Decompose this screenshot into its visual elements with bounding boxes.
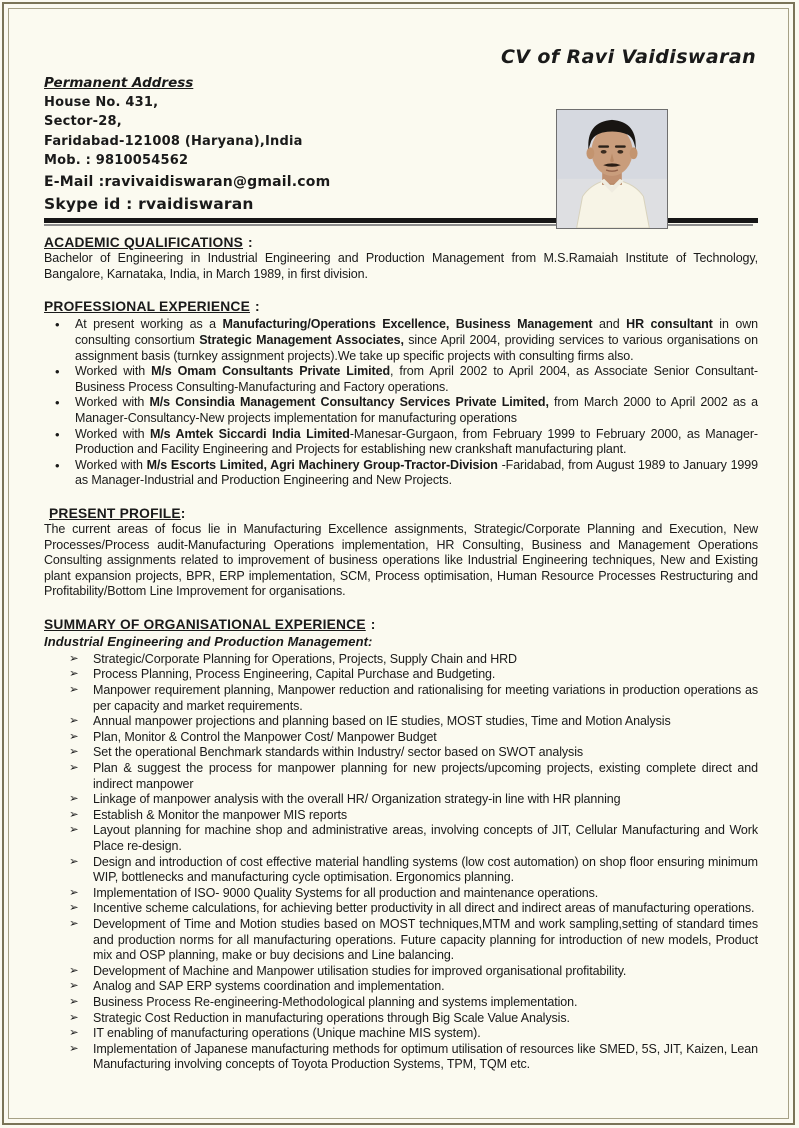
experience-list [44, 317, 758, 489]
summary-item: ➢ Plan & suggest the process for manpower planning for new projects/upcoming projects, existing complete direct and indirect manpower [44, 761, 758, 792]
address-heading: Permanent Address [44, 75, 194, 91]
summary-item: ➢ Plan, Monitor & Control the Manpower Cost/ Manpower Budget [44, 730, 758, 746]
address-line: Faridabad-121008 (Haryana),India [44, 133, 303, 149]
summary-item: ➢ Linkage of manpower analysis with the overall HR/ Organization strategy-in line with HR planning [44, 792, 758, 808]
summary-item: ➢ Process Planning, Process Engineering, Capital Purchase and Budgeting. [44, 667, 758, 683]
summary-heading: SUMMARY OF ORGANISATIONAL EXPERIENCE : [44, 616, 376, 632]
header [44, 68, 758, 215]
summary-item: ➢ Incentive scheme calculations, for achieving better productivity in all direct and indirect areas of manufacturing operations. [44, 901, 758, 917]
summary-item: ➢ Business Process Re-engineering-Methodological planning and systems implementation. [44, 995, 758, 1011]
experience-item: • Worked with M/s Amtek Siccardi India Limited-Manesar-Gurgaon, from February 1999 to February 2000, as Manager-Production and Facility Engineering and Projects for establishing new crankshaft manufacturing plant. [44, 427, 758, 458]
skype-id: Skype id : rvaidiswaran [44, 195, 254, 214]
email-address: ravivaidiswaran@gmail.com [104, 174, 331, 191]
summary-list [44, 652, 758, 1073]
summary-item: ➢ Development of Machine and Manpower utilisation studies for improved organisational profitability. [44, 964, 758, 980]
summary-item: ➢ IT enabling of manufacturing operations (Unique machine MIS system). [44, 1026, 758, 1042]
address-line: House No. 431, [44, 95, 159, 110]
summary-item: ➢ Development of Time and Motion studies based on MOST techniques,MTM and work sampling,setting of standard times and production norms for all manufacturing operations. Future capacity planning for introduction of new models, Product mix and OSP planning, make or buy decisions and Line balancing. [44, 917, 758, 964]
summary-item: ➢ Implementation of Japanese manufacturing methods for optimum utilisation of resources like SMED, 5S, JIT, Kaizen, Lean Manufacturing involving concepts of Toyota Production Systems, TPM, TQM etc. [44, 1042, 758, 1073]
summary-item: ➢ Analog and SAP ERP systems coordination and implementation. [44, 979, 758, 995]
portrait-photo [556, 109, 668, 229]
email-label: E-Mail : [44, 174, 105, 191]
profile-body: The current areas of focus lie in Manufacturing Excellence assignments, Strategic/Corporate Planning and Execution, New Processes/Process audit-Manufacturing Operations implementation, HR Consulting, Business and Management Operations Consulting assignments related to improvement of business operations like Industrial Engineering techniques, New and Existing plant expansion projects, BPR, ERP implementation, SCM, Process optimisation, Human Resource Processes Restructuring and Profitability/Bottom Line Improvement for organisations. [44, 521, 758, 599]
experience-item: • Worked with M/s Omam Consultants Private Limited, from April 2002 to April 2004, as Associate Senior Consultant-Business Process Consulting-Manufacturing and Factory operations. [44, 364, 758, 395]
summary-item: ➢ Layout planning for machine shop and administrative areas, involving concepts of JIT, Cellular Manufacturing and Work Place re-design. [44, 823, 758, 854]
summary-item: ➢ Implementation of ISO- 9000 Quality Systems for all production and maintenance operations. [44, 886, 758, 902]
experience-item: • Worked with M/s Consindia Management Consultancy Services Private Limited, from March 2000 to April 2002 as a Manager-Consultancy-New projects implementation for manufacturing operations [44, 395, 758, 426]
academic-heading: ACADEMIC QUALIFICATIONS : [44, 235, 253, 251]
portrait-photo-drawing [557, 110, 667, 228]
summary-item: ➢ Design and introduction of cost effective material handling systems (low cost automation) on shop floor ensuring minimum WIP, bottlenecks and manufacturing cycle optimisation. Ergonomics planning. [44, 855, 758, 886]
summary-item: ➢ Strategic Cost Reduction in manufacturing operations through Big Scale Value Analysis. [44, 1011, 758, 1027]
experience-item: • At present working as a Manufacturing/Operations Excellence, Business Management and HR consultant in own consulting consortium Strategic Management Associates, since April 2004, providing services to various organisations on assignment basis (turnkey assignment projects).We take up specific projects with consulting firms also. [44, 317, 758, 364]
page-title: CV of Ravi Vaidiswaran [500, 46, 756, 68]
summary-item: ➢ Strategic/Corporate Planning for Operations, Projects, Supply Chain and HRD [44, 652, 758, 668]
summary-item: ➢ Establish & Monitor the manpower MIS reports [44, 808, 758, 824]
experience-heading: PROFESSIONAL EXPERIENCE : [44, 299, 260, 315]
profile-heading: PRESENT PROFILE: [49, 505, 186, 521]
address-line: Sector-28, [44, 114, 122, 130]
summary-item: ➢ Set the operational Benchmark standards within Industry/ sector based on SWOT analysis [44, 745, 758, 761]
summary-item: ➢ Manpower requirement planning, Manpower reduction and rationalising for meeting variations in production operations as per capacity and market requirements. [44, 683, 758, 714]
summary-item: ➢ Annual manpower projections and planning based on IE studies, MOST studies, Time and Motion Analysis [44, 714, 758, 730]
summary-subheading: Industrial Engineering and Production Management: [44, 633, 373, 649]
academic-body: Bachelor of Engineering in Industrial Engineering and Production Management from M.S.Ramaiah Institute of Technology, Bangalore, Karnataka, India, in March 1989, in first division. [44, 251, 758, 281]
mobile-number: Mob. : 9810054562 [44, 152, 189, 168]
experience-item: • Worked with M/s Escorts Limited, Agri Machinery Group-Tractor-Division -Faridabad, from August 1989 to January 1999 as Manager-Industrial and Production Engineering and New Projects. [44, 458, 758, 489]
page-content [44, 0, 758, 1073]
